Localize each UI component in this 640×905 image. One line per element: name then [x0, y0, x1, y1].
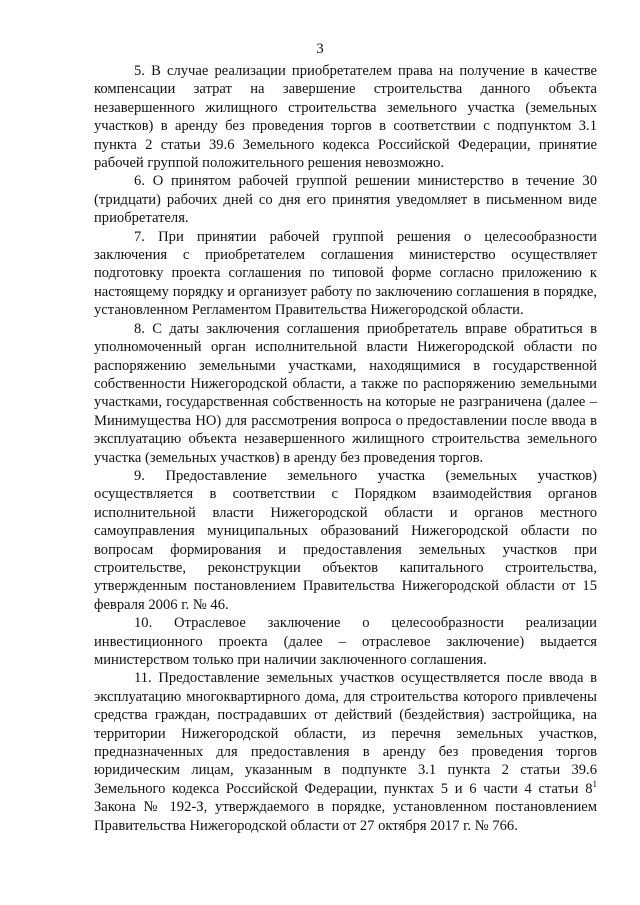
- paragraph-5: 5. В случае реализации приобретателем права на получение в качестве компенсации затрат на завершение строительства данного объекта незавершенного жилищного строительства земельного участка (земельных участков) в аренду без проведения торгов в соответствии с подпунктом 3.1 пункта 2 статьи 39.6 Земельного кодекса Российской Федерации, принятие рабочей группой положительного решения невозможно.: [94, 63, 597, 172]
- page-number: 3: [316, 41, 324, 57]
- paragraph-8: 8. С даты заключения соглашения приобретатель вправе обратиться в уполномоченный орган исполнительной власти Нижегородской области по распоряжению земельными участками, находящимися в государственной собственности Нижегородской области, а также по распоряжению земельными участками, государственная собственность на которые не разграничена (далее – Минимущества НО) для рассмотрения вопроса о предоставлении после ввода в эксплуатацию объекта незавершенного жилищного строительства земельного участка (земельных участков) в аренду без проведения торгов.: [94, 320, 597, 466]
- paragraph-11-text-before: 11. Предоставление земельных участков осуществляется после ввода в эксплуатацию многоквартирного дома, для строительства которого привлечены средства граждан, пострадавших от действий (бездействия) застройщика, на территории Нижегородской области, из перечня земельных участков, предназначенных для предоставления в аренду без проведения торгов юридическим лицам, указанным в подпункте 3.1 пункта 2 статьи 39.6 Земельного кодекса Российской Федерации, пунктах 5 и 6 части 4 статьи 8: [94, 670, 597, 797]
- paragraph-7: 7. При принятии рабочей группой решения о целесообразности заключения с приобретателем соглашения министерство осуществляет подготовку проекта соглашения по типовой форме согласно приложению к настоящему порядку и организует работу по заключению соглашения в порядке, установленном Регламентом Правительства Нижегородской области.: [94, 228, 597, 319]
- paragraph-10: 10. Отраслевое заключение о целесообразности реализации инвестиционного проекта (далее – отраслевое заключение) выдается министерством только при наличии заключенного соглашения.: [94, 615, 597, 668]
- superscript-mark: 1: [592, 778, 597, 789]
- paragraph-6: 6. О принятом рабочей группой решении министерство в течение 30 (тридцати) рабочих дней со дня его принятия уведомляет в письменном виде приобретателя.: [94, 173, 597, 227]
- paragraph-11-text-after: Закона № 192-З, утверждаемого в порядке, установленном постановлением Правительства Нижегородской области от 27 октября 2017 г. № 766.: [94, 799, 597, 834]
- paragraph-11: [94, 669, 597, 835]
- document-body: [94, 62, 597, 835]
- paragraph-9: 9. Предоставление земельного участка (земельных участков) осуществляется в соответствии с Порядком взаимодействия органов исполнительной власти Нижегородской области и органов местного самоуправления муниципальных образований Нижегородской области по вопросам формирования и предоставления земельных участков при строительстве, реконструкции объектов капитального строительства, утвержденным постановлением Правительства Нижегородской области от 15 февраля 2006 г. № 46.: [94, 467, 597, 613]
